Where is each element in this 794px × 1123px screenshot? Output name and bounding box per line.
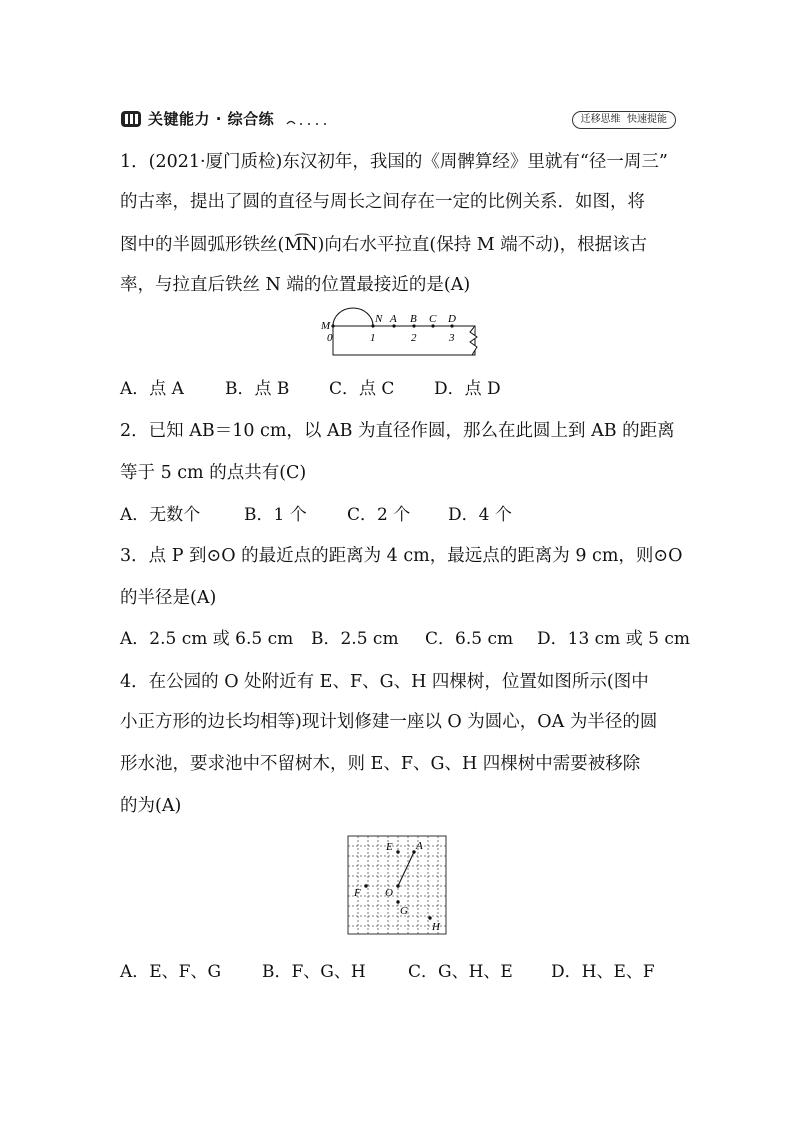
q4-option-a: A．E、F、G xyxy=(120,962,222,982)
q4-line-2: 小正方形的边长均相等)现计划修建一座以 O 为圆心，OA 为半径的圆 xyxy=(120,712,658,732)
break-mark xyxy=(470,326,477,355)
q1-option-a: A．点 A xyxy=(120,379,184,399)
segment-OA xyxy=(398,852,414,886)
label-F: F xyxy=(354,887,361,899)
q3-line-2: 的半径是(A) xyxy=(120,588,217,608)
q4-option-b: B．F、G、H xyxy=(262,962,366,982)
label-C: C xyxy=(429,313,437,325)
q3-option-c: C．6.5 cm xyxy=(425,629,514,649)
q1-option-b: B．点 B xyxy=(225,379,290,399)
q2-options xyxy=(120,502,512,528)
section-header xyxy=(120,107,676,131)
semicircle-arc xyxy=(333,308,373,326)
q3-options xyxy=(120,626,690,652)
tick-1: 1 xyxy=(370,332,376,344)
q4-option-d: D．H、E、F xyxy=(551,962,655,982)
label-G: G xyxy=(400,905,408,917)
label-H: H xyxy=(432,921,440,933)
label-N: N xyxy=(375,313,383,325)
label-D: D xyxy=(448,313,456,325)
q1-line-2: 的古率，提出了圆的直径与周长之间存在一定的比例关系．如图，将 xyxy=(120,192,645,212)
q1-option-d: D．点 D xyxy=(434,379,501,399)
q1-option-c: C．点 C xyxy=(329,379,395,399)
q4-line-4: 的为(A) xyxy=(120,796,182,816)
q3-option-a: A．2.5 cm 或 6.5 cm xyxy=(120,629,294,649)
q2-option-b: B．1 个 xyxy=(244,505,307,525)
tick-3: 3 xyxy=(449,332,455,344)
q1-line-4: 率，与拉直后铁丝 N 端的位置最接近的是(A) xyxy=(120,275,471,295)
q3-line-1: 3．点 P 到⊙O 的最近点的距离为 4 cm，最远点的距离为 9 cm，则⊙O xyxy=(120,546,683,566)
tick-0: 0 xyxy=(327,332,333,344)
q2-line-2: 等于 5 cm 的点共有(C) xyxy=(120,463,307,483)
label-A: A xyxy=(390,313,397,325)
section-title: 关键能力 · 综合练 xyxy=(148,110,275,128)
label-A: A xyxy=(416,840,423,852)
label-M: M xyxy=(321,320,331,332)
book-icon xyxy=(120,109,142,129)
q4-grid-figure xyxy=(346,834,448,936)
section-badge: 迁移思维 快速提能 xyxy=(572,111,676,129)
q1-line-1: 1．(2021·厦门质检)东汉初年，我国的《周髀算经》里就有“径一周三” xyxy=(120,152,668,172)
label-E: E xyxy=(386,841,393,853)
decorative-dots-icon xyxy=(285,115,333,129)
q4-option-c: C．G、H、E xyxy=(408,962,513,982)
q1-figure xyxy=(318,305,478,361)
q2-option-c: C．2 个 xyxy=(347,505,411,525)
q1-options xyxy=(120,376,501,402)
q3-option-d: D．13 cm 或 5 cm xyxy=(537,629,690,649)
tick-2: 2 xyxy=(411,332,417,344)
q3-option-b: B．2.5 cm xyxy=(311,629,399,649)
q2-line-1: 2．已知 AB＝10 cm，以 AB 为直径作圆，那么在此圆上到 AB 的距离 xyxy=(120,421,675,441)
q4-line-1: 4．在公园的 O 处附近有 E、F、G、H 四棵树，位置如图所示(图中 xyxy=(120,672,649,692)
q2-option-d: D．4 个 xyxy=(448,505,512,525)
q4-line-3: 形水池，要求池中不留树木，则 E、F、G、H 四棵树中需要被移除 xyxy=(120,754,641,774)
q2-option-a: A．无数个 xyxy=(120,505,201,525)
q1-line-3: 图中的半圆弧形铁丝(M͡N)向右水平拉直(保持 M 端不动)，根据该古 xyxy=(120,235,648,255)
label-O: O xyxy=(385,887,393,899)
label-B: B xyxy=(410,313,417,325)
q4-options xyxy=(120,959,655,985)
